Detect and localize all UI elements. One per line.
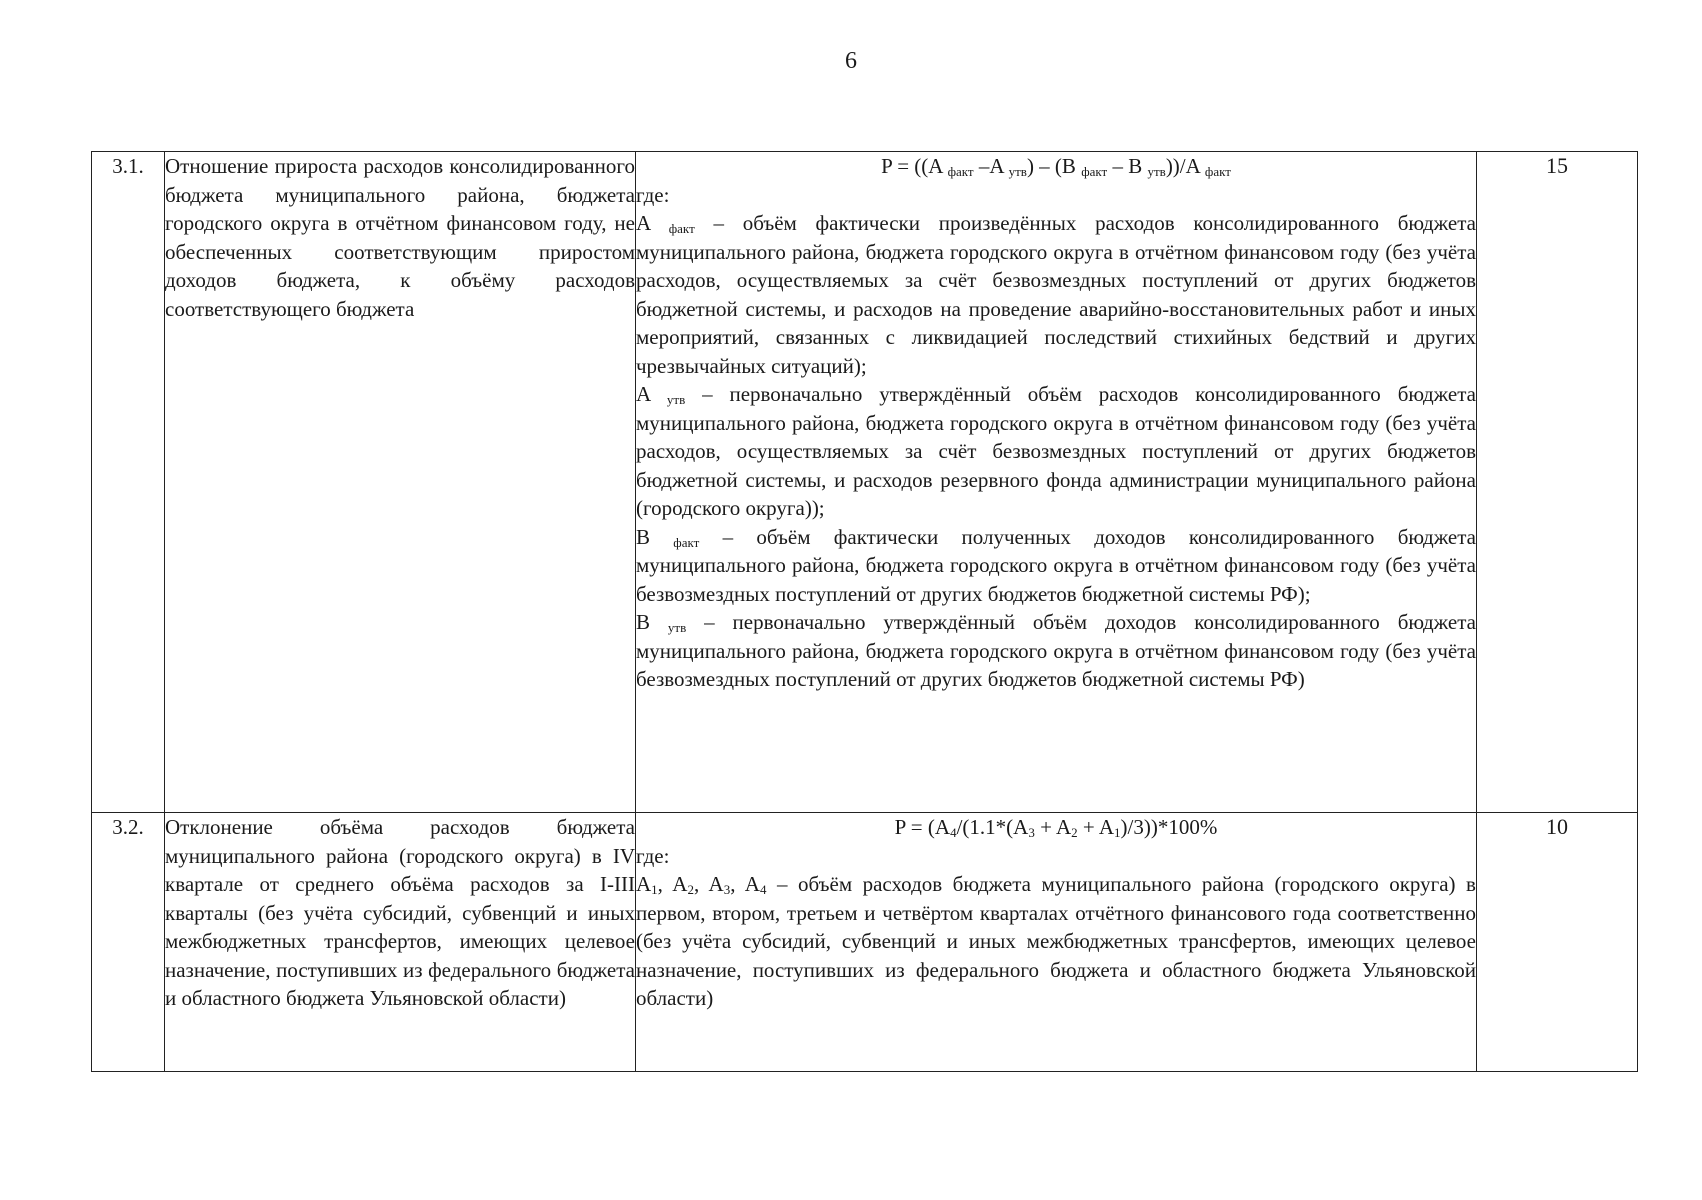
formula: $P = (A_4/(1.1*(A_3 + A_2 + A_1)/3))*100\%$ <box>894 815 1218 840</box>
definition: B $_{факт}$ – объём фактически полученных доходов консолидированного бюджета муниципального района, бюджета городского округа в отчётном финансовом году (без учёта безвозмездных поступлений от других бюджетов бюджетной системы РФ); <box>636 524 1476 606</box>
indicator-name: Отношение прироста расходов консолидированного бюджета муниципального района, бюджета городского округа в отчётном финансовом году, не обеспеченных соответствующим приростом доходов бюджета, к объёму расходов соответствующего бюджета <box>165 152 636 813</box>
score-value: 15 <box>1477 152 1638 813</box>
row-number: 3.2. <box>92 813 165 1072</box>
definition: A $_{утв}$ – первоначально утверждённый объём расходов консолидированного бюджета муниципального района, бюджета городского округа в отчётном финансовом году (без учёта расходов, осуществляемых за счёт безвозмездных поступлений от других бюджетов бюджетной системы, и расходов резервного фонда администрации муниципального района (городского округа)); <box>636 382 1476 520</box>
indicators-table <box>91 151 1638 1072</box>
where-label: где: <box>636 843 670 868</box>
calculation-method <box>636 813 1477 1072</box>
page-number: 6 <box>845 48 857 74</box>
definition: A $_{факт}$ – объём фактически произведённых расходов консолидированного бюджета муниципального района, бюджета городского округа в отчётном финансовом году (без учёта расходов, осуществляемых за счёт безвозмездных поступлений от других бюджетов бюджетной системы, и расходов на проведение аварийно-восстановительных работ и иных мероприятий, связанных с ликвидацией последствий стихийных бедствий и других чрезвычайных ситуаций); <box>636 211 1476 378</box>
table-row <box>92 152 1638 813</box>
score-value: 10 <box>1477 813 1638 1072</box>
where-label: где: <box>636 182 670 207</box>
row-number: 3.1. <box>92 152 165 813</box>
table-row <box>92 813 1638 1072</box>
indicator-name: Отклонение объёма расходов бюджета муниципального района (городского округа) в IV квартале от среднего объёма расходов за I-III кварталы (без учёта субсидий, субвенций и иных межбюджетных трансфертов, имеющих целевое назначение, поступивших из федерального бюджета и областного бюджета Ульяновской области) <box>165 813 636 1072</box>
calculation-method <box>636 152 1477 813</box>
definition: $A_1$, $A_2$, $A_3$, $A_4$ – объём расходов бюджета муниципального района (городского округа) в первом, втором, третьем и четвёртом кварталах отчётного финансового года соответственно (без учёта субсидий, субвенций и иных межбюджетных трансфертов, имеющих целевое назначение, поступивших из федерального бюджета и областного бюджета Ульяновской области) <box>636 872 1476 1010</box>
formula: P = ((A $_{факт}$ –A $_{утв}$) – (B $_{факт}$ – B $_{утв}$))/A $_{факт}$ <box>881 154 1231 179</box>
definition: B $_{утв}$ – первоначально утверждённый объём доходов консолидированного бюджета муниципального района, бюджета городского округа в отчётном финансовом году (без учёта безвозмездных поступлений от других бюджетов бюджетной системы РФ) <box>636 610 1476 691</box>
